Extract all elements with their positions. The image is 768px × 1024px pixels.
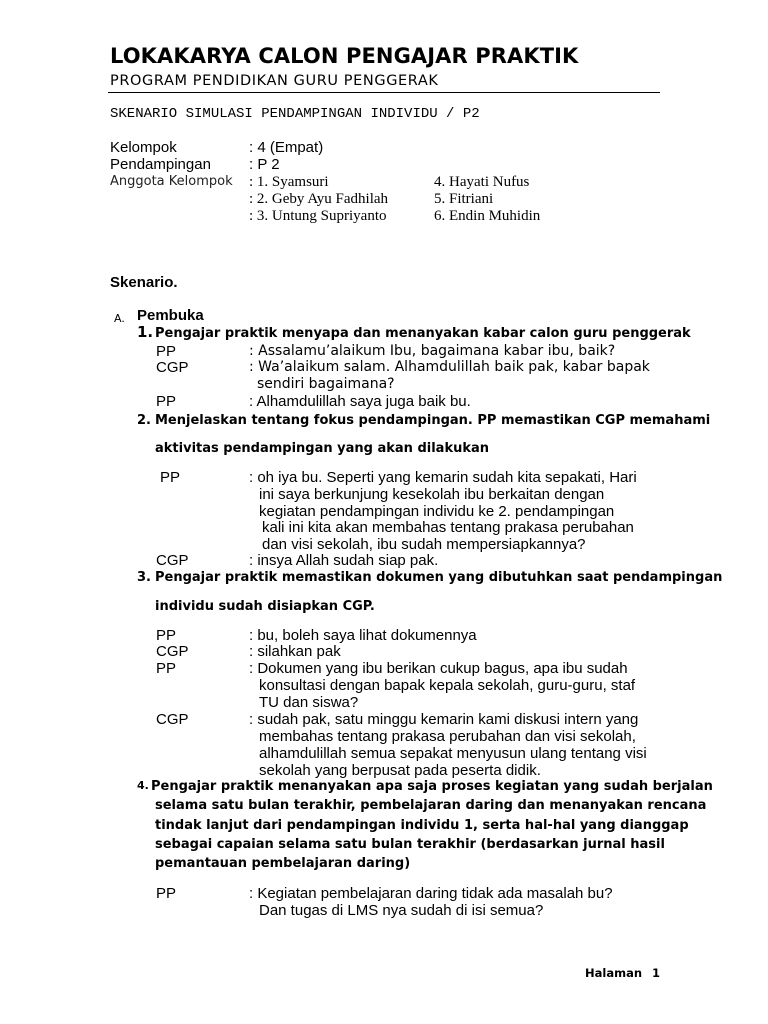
dialog-line: : sudah pak, satu minggu kemarin kami diskusi intern yang xyxy=(249,711,639,728)
dialog-line: TU dan siswa? xyxy=(259,694,359,711)
step-text: sebagai capaian selama satu bulan terakhir (berdasarkan jurnal hasil xyxy=(155,837,665,852)
footer-page-label: Halaman xyxy=(585,966,643,980)
dialog-speaker: PP xyxy=(156,393,177,410)
dialog-line: sendiri bagaimana? xyxy=(257,376,395,392)
dialog-line: : insya Allah sudah siap pak. xyxy=(249,552,439,569)
step-text: aktivitas pendampingan yang akan dilakukan xyxy=(155,441,490,456)
dialog-line: : silahkan pak xyxy=(249,643,341,660)
dialog-line: : Dokumen yang ibu berikan cukup bagus, apa ibu sudah xyxy=(249,660,628,677)
dialog-speaker: CGP xyxy=(156,552,189,569)
dialog-line: : Wa’alaikum salam. Alhamdulillah baik pak, kabar bapak xyxy=(249,359,650,375)
pendampingan-value: : P 2 xyxy=(249,156,280,173)
dialog-speaker: CGP xyxy=(156,643,189,660)
member-item: 4. Hayati Nufus xyxy=(434,174,530,190)
header-divider xyxy=(108,92,660,93)
step-text: Pengajar praktik menanyakan apa saja proses kegiatan yang sudah berjalan xyxy=(151,779,713,794)
kelompok-value: : 4 (Empat) xyxy=(249,139,324,156)
dialog-line: dan visi sekolah, ibu sudah mempersiapkannya? xyxy=(262,536,586,553)
step-text: individu sudah disiapkan CGP. xyxy=(155,599,375,614)
dialog-line: : Kegiatan pembelajaran daring tidak ada masalah bu? xyxy=(249,885,613,902)
kelompok-label: Kelompok xyxy=(110,139,177,156)
dialog-line: : Assalamu’alaikum Ibu, bagaimana kabar ibu, baik? xyxy=(249,343,616,359)
step-number: 1. xyxy=(137,323,154,341)
dialog-speaker: PP xyxy=(156,885,177,902)
dialog-speaker: PP xyxy=(160,469,181,486)
dialog-line: kali ini kita akan membahas tentang prakasa perubahan xyxy=(262,519,634,536)
member-item: 6. Endin Muhidin xyxy=(434,208,541,224)
section-heading: Pembuka xyxy=(137,307,204,324)
step-text: Pengajar praktik menyapa dan menanyakan kabar calon guru penggerak xyxy=(155,326,691,341)
dialog-line: sekolah yang berpusat pada peserta didik. xyxy=(259,762,541,779)
member-item: 5. Fitriani xyxy=(434,191,494,207)
dialog-speaker: PP xyxy=(156,343,177,360)
dialog-line: : Alhamdulillah saya juga baik bu. xyxy=(249,393,471,410)
dialog-line: kegiatan pendampingan individu ke 2. pendampingan xyxy=(259,503,615,520)
pendampingan-label: Pendampingan xyxy=(110,156,211,173)
step-number: 3. xyxy=(137,570,151,585)
dialog-line: : bu, boleh saya lihat dokumennya xyxy=(249,627,477,644)
dialog-line: ini saya berkunjung kesekolah ibu berkaitan dengan xyxy=(259,486,605,503)
step-number: 2. xyxy=(137,413,151,428)
member-item: : 3. Untung Supriyanto xyxy=(249,208,387,224)
dialog-speaker: PP xyxy=(156,627,177,644)
dialog-speaker: CGP xyxy=(156,359,189,376)
step-text: selama satu bulan terakhir, pembelajaran daring dan menanyakan rencana xyxy=(155,798,707,813)
document-subtitle: PROGRAM PENDIDIKAN GURU PENGGERAK xyxy=(110,73,439,89)
member-item: : 1. Syamsuri xyxy=(249,174,329,190)
dialog-line: Dan tugas di LMS nya sudah di isi semua? xyxy=(259,902,544,919)
step-text: Menjelaskan tentang fokus pendampingan. PP memastikan CGP memahami xyxy=(155,413,711,428)
step-text: Pengajar praktik memastikan dokumen yang dibutuhkan saat pendampingan xyxy=(155,570,723,585)
dialog-line: : oh iya bu. Seperti yang kemarin sudah kita sepakati, Hari xyxy=(249,469,637,486)
dialog-speaker: PP xyxy=(156,660,177,677)
section-letter: A. xyxy=(114,312,125,325)
step-number: 4. xyxy=(137,779,149,792)
step-text: tindak lanjut dari pendampingan individu 1, serta hal-hal yang dianggap xyxy=(155,818,689,833)
skenario-heading: Skenario. xyxy=(110,274,178,291)
footer-page-number: 1 xyxy=(652,966,661,980)
anggota-label: Anggota Kelompok xyxy=(110,174,233,189)
dialog-line: membahas tentang prakasa perubahan dan visi sekolah, xyxy=(259,728,636,745)
step-text: pemantauan pembelajaran daring) xyxy=(155,856,411,871)
dialog-speaker: CGP xyxy=(156,711,189,728)
document-title: LOKAKARYA CALON PENGAJAR PRAKTIK xyxy=(110,44,579,68)
member-item: : 2. Geby Ayu Fadhilah xyxy=(249,191,389,207)
dialog-line: konsultasi dengan bapak kepala sekolah, guru-guru, staf xyxy=(259,677,636,694)
dialog-line: alhamdulillah semua sepakat menyusun ulang tentang visi xyxy=(259,745,647,762)
scenario-title: SKENARIO SIMULASI PENDAMPINGAN INDIVIDU / P2 xyxy=(110,106,480,122)
